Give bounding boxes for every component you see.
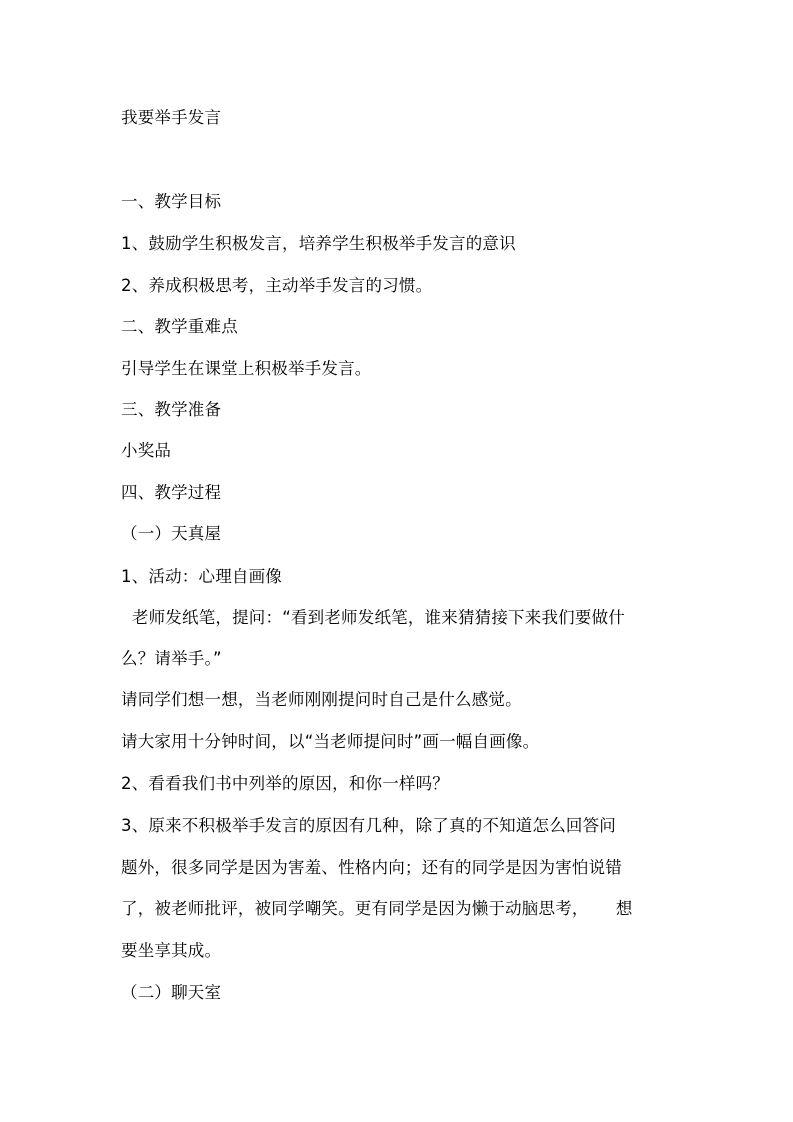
body-line: 么？请举手。” <box>121 649 222 668</box>
subsection-heading: （二）聊天室 <box>121 983 222 1002</box>
body-line: 要坐享其成。 <box>121 941 222 960</box>
body-line: 小奖品 <box>121 441 172 460</box>
document-title: 我要举手发言 <box>121 108 222 127</box>
body-line: 3、原来不积极举手发言的原因有几种，除了真的不知道怎么回答问 <box>121 816 616 835</box>
section-heading: 一、教学目标 <box>121 192 222 211</box>
body-line: 请大家用十分钟时间，以“当老师提问时”画一幅自画像。 <box>121 732 540 751</box>
body-line: 1、活动：心理自画像 <box>121 567 282 586</box>
body-line: 题外，很多同学是因为害羞、性格内向；还有的同学是因为害怕说错 <box>121 858 622 877</box>
subsection-heading: （一）天真屋 <box>121 524 222 543</box>
body-line: 老师发纸笔，提问：“看到老师发纸笔，谁来猜猜接下来我们要做什 <box>121 608 625 627</box>
body-line: 1、鼓励学生积极发言，培养学生积极举手发言的意识 <box>121 234 516 253</box>
body-line: 了，被老师批评，被同学嘲笑。更有同学是因为懒于动脑思考， 想 <box>121 899 633 918</box>
body-line: 2、养成积极思考，主动举手发言的习惯。 <box>121 276 433 295</box>
section-heading: 四、教学过程 <box>121 483 222 502</box>
body-line: 请同学们想一想，当老师刚刚提问时自己是什么感觉。 <box>121 690 522 709</box>
body-line: 2、看看我们书中列举的原因，和你一样吗？ <box>121 774 449 793</box>
body-line: 引导学生在课堂上积极举手发言。 <box>121 359 372 378</box>
section-heading: 二、教学重难点 <box>121 317 238 336</box>
section-heading: 三、教学准备 <box>121 400 222 419</box>
